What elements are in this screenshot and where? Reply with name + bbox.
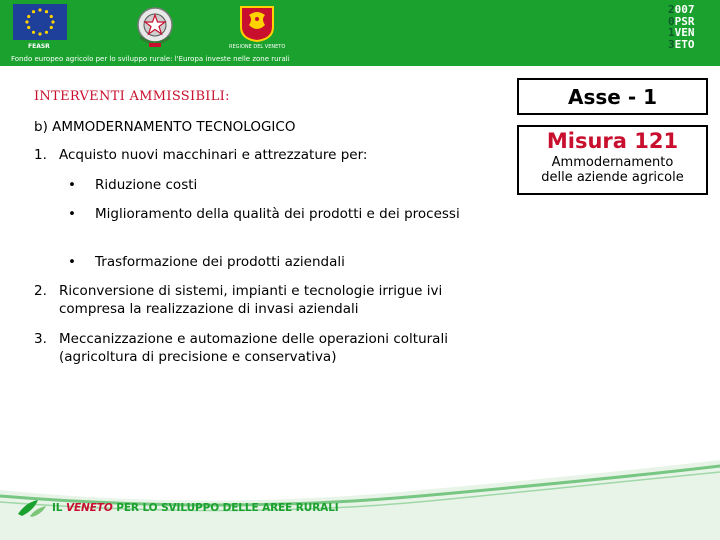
misura-title: Misura 121	[546, 129, 679, 153]
misura-box	[517, 125, 708, 195]
footer-wave-decoration	[0, 440, 720, 540]
feasr-label: FEASR	[28, 43, 50, 50]
asse-label: Asse - 1	[568, 84, 657, 109]
psr-logo-row: 1VEN	[668, 26, 695, 39]
leaf-icon	[16, 498, 48, 518]
footer-slogan	[52, 502, 339, 514]
psr-logo-row: 0PSR	[668, 14, 695, 28]
list-item-text: Meccanizzazione e automazione delle operazioni colturali (agricoltura di precisione e conservativa)	[59, 331, 448, 365]
list-item-text: Acquisto nuovi macchinari e attrezzature per:	[59, 147, 368, 163]
bullet-marker: •	[68, 177, 76, 193]
psr-2007-2013-logo	[668, 4, 712, 50]
veneto-lion-logo-icon	[237, 3, 277, 43]
section-heading: INTERVENTI AMMISSIBILI:	[34, 89, 230, 104]
list-item-text: Riconversione di sistemi, impianti e tecnologie irrigue ivi compresa la realizzazione di invasi aziendali	[59, 283, 443, 317]
misura-subtitle-line1: Ammodernamento	[551, 155, 674, 170]
bullet-marker: •	[68, 254, 76, 270]
list-item-number: 3.	[34, 331, 47, 347]
eu-flag-logo	[13, 4, 67, 40]
footer-slogan-suffix: PER LO SVILUPPO DELLE AREE RURALI	[112, 502, 339, 514]
header-banner	[0, 0, 720, 66]
section-subheading: b) AMMODERNAMENTO TECNOLOGICO	[34, 119, 296, 135]
bullet-text: Riduzione costi	[95, 177, 198, 193]
psr-logo-row: 2007	[668, 3, 695, 16]
footer-slogan-prefix: IL	[52, 502, 66, 514]
bullet-marker: •	[68, 206, 76, 222]
list-item-number: 1.	[34, 147, 47, 163]
psr-logo-row: 3ETO	[668, 37, 695, 51]
list-item-number: 2.	[34, 283, 47, 299]
asse-box	[517, 78, 708, 115]
misura-subtitle-line2: delle aziende agricole	[541, 170, 684, 185]
bullet-text: Miglioramento della qualità dei prodotti e dei processi	[95, 206, 460, 222]
italian-republic-emblem-icon	[136, 3, 174, 53]
footer-slogan-veneto: VENETO	[65, 502, 113, 514]
header-tagline: Fondo europeo agricolo per lo sviluppo rurale: l'Europa investe nelle zone rurali	[11, 55, 290, 63]
regione-veneto-label: REGIONE DEL VENETO	[229, 44, 286, 50]
bullet-text: Trasformazione dei prodotti aziendali	[95, 254, 345, 270]
